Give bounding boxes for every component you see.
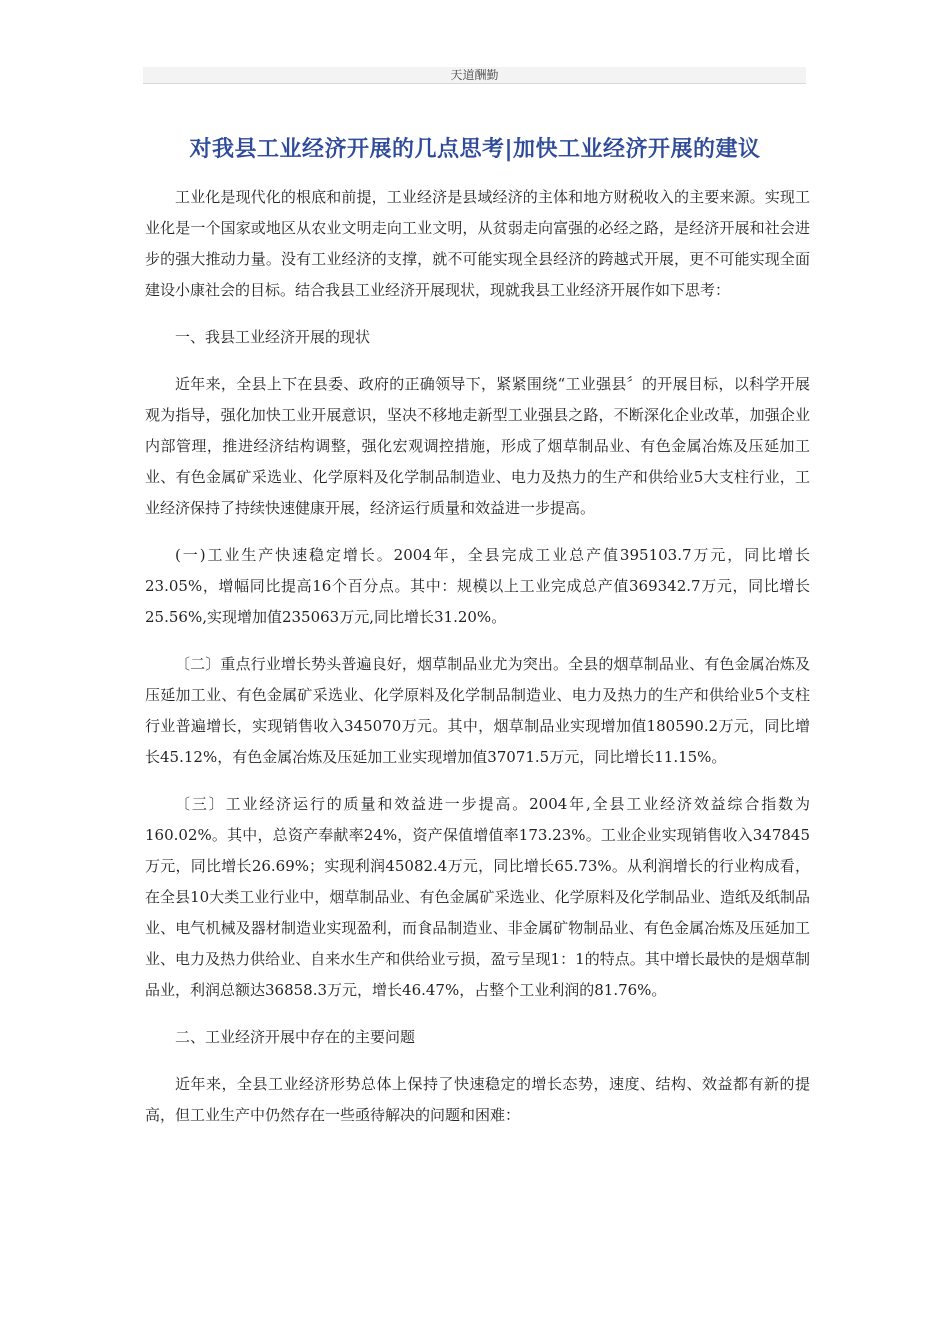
paragraph-problems: 近年来，全县工业经济形势总体上保持了快速稳定的增长态势，速度、结构、效益都有新的提高，但工业生产中仍然存在一些亟待解决的问题和困难： [145, 1075, 810, 1124]
paragraph-point-3: 〔三〕工业经济运行的质量和效益进一步提高。2004年,全县工业经济效益综合指数为160.02%。其中，总资产奉献率24%，资产保值增值率173.23%。工业企业实现销售收入347845万元，同比增长26.69%；实现利润45082.4万元，同比增长65.73%。从利润增长的行业构成看，在全县10大类工业行业中，烟草制品业、有色金属矿采选业、化学原料及化学制品业、造纸及纸制品业、电气机械及器材制造业实现盈利，而食品制造业、非金属矿物制品业、有色金属冶炼及压延加工业、电力及热力供给业、自来水生产和供给业亏损，盈亏呈现1：1的特点。其中增长最快的是烟草制品业，利润总额达36858.3万元，增长46.47%，占整个工业利润的81.76%。 [145, 795, 810, 999]
section-heading-2: 二、工业经济开展中存在的主要问题 [175, 1028, 416, 1046]
document-title: 对我县工业经济开展的几点思考|加快工业经济开展的建议 [189, 137, 761, 162]
paragraph-intro: 工业化是现代化的根底和前提，工业经济是县域经济的主体和地方财税收入的主要来源。实现工业化是一个国家或地区从农业文明走向工业文明，从贫弱走向富强的必经之路，是经济开展和社会进步的强大推动力量。没有工业经济的支撑，就不可能实现全县经济的跨越式开展，更不可能实现全面建设小康社会的目标。结合我县工业经济开展现状，现就我县工业经济开展作如下思考： [145, 188, 810, 299]
page-header: 天道酬勤 [143, 67, 806, 84]
paragraph-status: 近年来，全县上下在县委、政府的正确领导下，紧紧围绕“工业强县〞的开展目标，以科学开展观为指导，强化加快工业开展意识，坚决不移地走新型工业强县之路，不断深化企业改革，加强企业内部管理，推进经济结构调整，强化宏观调控措施，形成了烟草制品业、有色金属冶炼及压延加工业、有色金属矿采选业、化学原料及化学制品制造业、电力及热力的生产和供给业5大支柱行业，工业经济保持了持续快速健康开展，经济运行质量和效益进一步提高。 [145, 375, 810, 517]
section-heading-1: 一、我县工业经济开展的现状 [175, 328, 371, 346]
document-body [145, 182, 810, 1147]
paragraph-point-1: (一)工业生产快速稳定增长。2004年，全县完成工业总产值395103.7万元，同比增长23.05%，增幅同比提高16个百分点。其中：规模以上工业完成总产值369342.7万元，同比增长25.56%,实现增加值235063万元,同比增长31.20%。 [145, 546, 810, 626]
paragraph-point-2: 〔二〕重点行业增长势头普遍良好，烟草制品业尤为突出。全县的烟草制品业、有色金属冶炼及压延加工业、有色金属矿采选业、化学原料及化学制品制造业、电力及热力的生产和供给业5个支柱行业普遍增长，实现销售收入345070万元。其中，烟草制品业实现增加值180590.2万元，同比增长45.12%，有色金属冶炼及压延加工业实现增加值37071.5万元，同比增长11.15%。 [145, 655, 810, 766]
